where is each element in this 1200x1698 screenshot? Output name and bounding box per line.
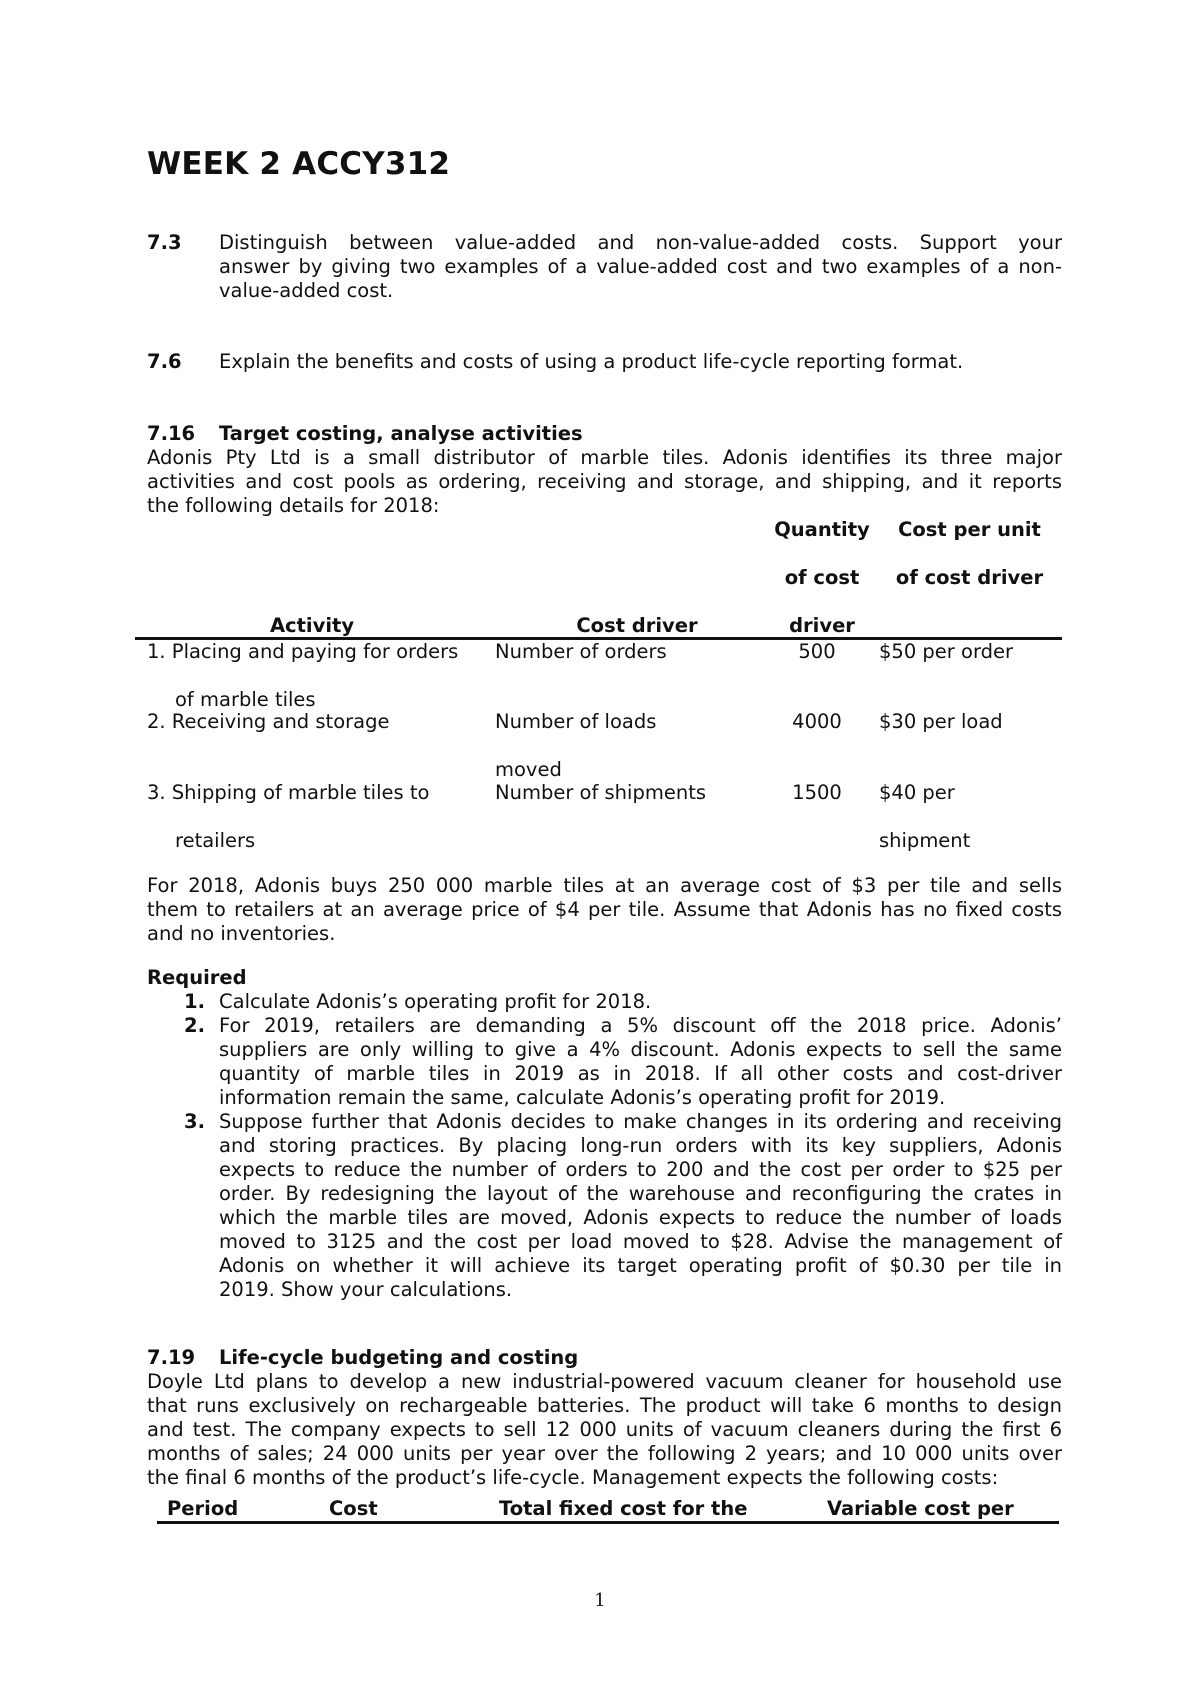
header-activity: Activity bbox=[269, 614, 355, 637]
text-line: Distinguish between value-added and non-value-added costs. Support your bbox=[219, 231, 1062, 254]
row-cost: $50 per order bbox=[879, 640, 1014, 663]
text-line: Suppose further that Adonis decides to make changes in its ordering and receiving bbox=[219, 1110, 1062, 1133]
text-line: For 2018, Adonis buys 250 000 marble tiles at an average cost of $3 per tile and sells bbox=[147, 874, 1062, 897]
text-line: Calculate Adonis’s operating profit for 2018. bbox=[219, 990, 652, 1013]
cost-line: $40 per bbox=[879, 781, 955, 804]
question-7-16-intro bbox=[147, 446, 1062, 518]
row-quantity: 500 bbox=[798, 640, 836, 663]
document-title: WEEK 2 ACCY312 bbox=[147, 146, 451, 182]
header-cost-driver: Cost driver bbox=[576, 614, 698, 637]
driver-line: moved bbox=[495, 758, 562, 781]
cost-table-header-period: Period bbox=[167, 1497, 239, 1520]
document-page bbox=[147, 0, 1062, 1698]
driver-line: Number of loads bbox=[495, 710, 657, 733]
text-line: which the marble tiles are moved, Adonis expects to reduce the number of loads bbox=[219, 1206, 1062, 1229]
required-item-number: 1. bbox=[184, 990, 205, 1013]
row-activity bbox=[147, 781, 429, 853]
question-7-19-number: 7.19 bbox=[147, 1346, 196, 1369]
text-line: them to retailers at an average price of $4 per tile. Assume that Adonis has no fixed costs bbox=[147, 898, 1062, 921]
activity-line: of marble tiles bbox=[175, 688, 316, 711]
cost-line: shipment bbox=[879, 829, 971, 852]
question-7-3-number: 7.3 bbox=[147, 231, 182, 254]
text-line: months of sales; 24 000 units per year over the following 2 years; and 10 000 units over bbox=[147, 1442, 1062, 1465]
question-7-6-number: 7.6 bbox=[147, 350, 182, 373]
text-line: information remain the same, calculate Adonis’s operating profit for 2019. bbox=[219, 1086, 946, 1109]
row-driver bbox=[495, 710, 656, 782]
text-line: For 2019, retailers are demanding a 5% discount off the 2018 price. Adonis’ bbox=[219, 1014, 1062, 1037]
question-7-3-text bbox=[219, 231, 1062, 303]
table-row bbox=[147, 710, 1062, 782]
header-line: Quantity bbox=[774, 518, 870, 541]
question-7-6-text: Explain the benefits and costs of using a product life-cycle reporting format. bbox=[219, 350, 964, 373]
text-line: Doyle Ltd plans to develop a new industrial-powered vacuum cleaner for household use bbox=[147, 1370, 1062, 1393]
question-7-16-number: 7.16 bbox=[147, 422, 196, 445]
text-line: value-added cost. bbox=[219, 279, 394, 302]
required-item-number: 3. bbox=[184, 1110, 205, 1133]
page-number: 1 bbox=[594, 1590, 606, 1611]
cost-table-header-cost: Cost bbox=[329, 1497, 378, 1520]
cost-table-header-variable: Variable cost per bbox=[827, 1497, 1014, 1520]
cost-table-header-total-fixed: Total fixed cost for the bbox=[499, 1497, 748, 1520]
text-line: Adonis Pty Ltd is a small distributor of marble tiles. Adonis identifies its three major bbox=[147, 446, 1062, 469]
text-line: and test. The company expects to sell 12 000 units of vacuum cleaners during the first 6 bbox=[147, 1418, 1062, 1441]
text-line: and no inventories. bbox=[147, 922, 336, 945]
header-line: of cost bbox=[784, 566, 860, 589]
header-line: driver bbox=[789, 614, 855, 637]
required-heading: Required bbox=[147, 966, 247, 989]
activity-line: 3. Shipping of marble tiles to bbox=[147, 781, 430, 804]
text-line: the following details for 2018: bbox=[147, 494, 440, 517]
question-7-16-title: Target costing, analyse activities bbox=[219, 422, 583, 445]
text-line: and storing practices. By placing long-run orders with its key suppliers, Adonis bbox=[219, 1134, 1062, 1157]
required-item-3 bbox=[219, 1110, 1062, 1302]
row-driver: Number of shipments bbox=[495, 781, 706, 804]
activity-line: retailers bbox=[175, 829, 256, 852]
activity-line: 1. Placing and paying for orders bbox=[147, 640, 459, 663]
text-line: activities and cost pools as ordering, receiving and storage, and shipping, and it reports bbox=[147, 470, 1062, 493]
text-line: that runs exclusively on rechargeable batteries. The product will take 6 months to design bbox=[147, 1394, 1062, 1417]
row-activity: 2. Receiving and storage bbox=[147, 710, 390, 733]
header-cost-per-unit bbox=[877, 518, 1062, 589]
question-7-16-details bbox=[147, 874, 1062, 946]
row-cost: $30 per load bbox=[879, 710, 1003, 733]
row-quantity: 4000 bbox=[792, 710, 842, 733]
table-row bbox=[147, 781, 1062, 853]
text-line: the final 6 months of the product’s life-cycle. Management expects the following costs: bbox=[147, 1466, 999, 1489]
text-line: 2019. Show your calculations. bbox=[219, 1278, 513, 1301]
question-7-19-text bbox=[147, 1370, 1062, 1490]
text-line: answer by giving two examples of a value-added cost and two examples of a non- bbox=[219, 255, 1062, 278]
header-line: of cost driver bbox=[895, 566, 1044, 589]
header-line: Cost per unit bbox=[898, 518, 1041, 541]
row-quantity: 1500 bbox=[792, 781, 842, 804]
text-line: order. By redesigning the layout of the warehouse and reconfiguring the crates in bbox=[219, 1182, 1062, 1205]
required-item-1 bbox=[219, 990, 1062, 1014]
table-row bbox=[147, 640, 1062, 710]
question-7-19-title: Life-cycle budgeting and costing bbox=[219, 1346, 579, 1369]
row-activity bbox=[147, 640, 458, 712]
row-driver: Number of orders bbox=[495, 640, 667, 663]
text-line: quantity of marble tiles in 2019 as in 2018. If all other costs and cost-driver bbox=[219, 1062, 1062, 1085]
text-line: suppliers are only willing to give a 4% discount. Adonis expects to sell the same bbox=[219, 1038, 1062, 1061]
text-line: moved to 3125 and the cost per load moved to $28. Advise the management of bbox=[219, 1230, 1062, 1253]
text-line: Adonis on whether it will achieve its target operating profit of $0.30 per tile in bbox=[219, 1254, 1062, 1277]
row-cost bbox=[879, 781, 970, 853]
text-line: expects to reduce the number of orders to 200 and the cost per order to $25 per bbox=[219, 1158, 1062, 1181]
required-item-number: 2. bbox=[184, 1014, 205, 1037]
required-item-2 bbox=[219, 1014, 1062, 1110]
cost-table-header-rule bbox=[157, 1521, 1059, 1524]
